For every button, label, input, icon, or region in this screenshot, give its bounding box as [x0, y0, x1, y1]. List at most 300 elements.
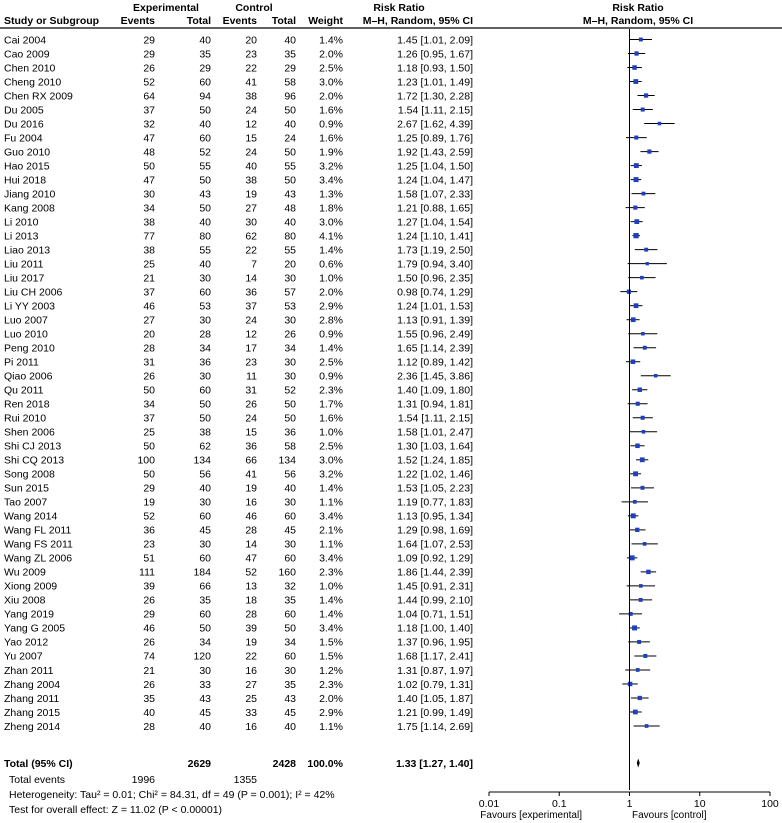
table-row	[4, 399, 473, 411]
ci-text: 1.21 [0.88, 1.65]	[397, 202, 473, 215]
study-name: Xiong 2009	[4, 580, 58, 593]
exp-total: 60	[199, 608, 211, 621]
ctl-events: 30	[245, 216, 257, 229]
ctl-total: 30	[284, 538, 296, 551]
x-tick-label: 100	[761, 798, 779, 810]
header-weight: Weight	[308, 15, 343, 27]
table-row	[4, 132, 473, 144]
total-exp-total: 2629	[187, 758, 211, 770]
ctl-events: 33	[245, 706, 257, 719]
ctl-total: 30	[284, 356, 296, 369]
ctl-total: 34	[284, 636, 296, 649]
ctl-total: 50	[284, 412, 296, 425]
effect-square	[633, 500, 637, 504]
exp-total: 43	[199, 188, 211, 201]
effect-square	[632, 625, 637, 630]
exp-events: 21	[143, 272, 155, 285]
table-row	[4, 553, 473, 565]
weight: 0.6%	[319, 258, 343, 271]
effect-square	[639, 584, 643, 588]
exp-events: 26	[143, 370, 155, 383]
ctl-total: 43	[284, 692, 296, 705]
weight: 2.9%	[319, 706, 343, 719]
ctl-total: 134	[278, 454, 296, 467]
ctl-total: 30	[284, 664, 296, 677]
ctl-events: 39	[245, 622, 257, 635]
ctl-total: 40	[284, 482, 296, 495]
ctl-events: 27	[245, 202, 257, 215]
table-row	[4, 216, 473, 228]
ci-text: 1.31 [0.87, 1.97]	[397, 664, 473, 677]
exp-total: 40	[199, 118, 211, 131]
header-plot-method: M–H, Random, 95% CI	[582, 15, 694, 27]
ctl-events: 66	[245, 454, 257, 467]
ci-text: 1.53 [1.05, 2.23]	[397, 482, 473, 495]
exp-events: 48	[143, 146, 155, 159]
exp-events: 36	[143, 524, 155, 537]
study-name: Zhang 2004	[4, 678, 61, 691]
exp-total: 66	[199, 580, 211, 593]
exp-total: 36	[199, 356, 211, 369]
study-name: Cao 2009	[4, 48, 50, 61]
ctl-total: 50	[284, 146, 296, 159]
exp-events: 51	[143, 552, 155, 565]
ci-text: 1.55 [0.96, 2.49]	[397, 328, 473, 341]
weight: 3.0%	[319, 76, 343, 89]
ci-text: 1.58 [1.01, 2.47]	[397, 426, 473, 439]
exp-events: 21	[143, 664, 155, 677]
table-row	[4, 665, 473, 677]
table-row	[4, 483, 473, 495]
ctl-total: 43	[284, 188, 296, 201]
ctl-total: 60	[284, 608, 296, 621]
exp-events: 29	[143, 34, 155, 47]
exp-events: 100	[137, 454, 155, 467]
exp-total: 38	[199, 426, 211, 439]
ci-text: 1.13 [0.91, 1.39]	[397, 314, 473, 327]
exp-events: 35	[143, 692, 155, 705]
ctl-events: 38	[245, 174, 257, 187]
exp-events: 34	[143, 398, 155, 411]
table-row	[4, 469, 473, 481]
ci-text: 1.21 [0.99, 1.49]	[397, 706, 473, 719]
weight: 0.9%	[319, 370, 343, 383]
exp-total: 28	[199, 328, 211, 341]
effect-square	[630, 555, 635, 560]
effect-square	[633, 471, 638, 476]
weight: 3.4%	[319, 510, 343, 523]
study-name: Li 2013	[4, 230, 39, 243]
exp-events: 46	[143, 622, 155, 635]
effect-square	[638, 696, 642, 700]
exp-total: 30	[199, 370, 211, 383]
ctl-total: 40	[284, 34, 296, 47]
study-name: Wang FL 2011	[4, 524, 72, 537]
exp-total: 55	[199, 244, 211, 257]
ctl-events: 31	[245, 384, 257, 397]
table-row	[4, 244, 473, 256]
ctl-events: 23	[245, 356, 257, 369]
header-ctl-total: Total	[271, 15, 296, 27]
study-name: Luo 2007	[4, 314, 48, 327]
exp-events: 27	[143, 314, 155, 327]
weight: 3.0%	[319, 454, 343, 467]
ci-text: 1.79 [0.94, 3.40]	[397, 258, 473, 271]
exp-total: 40	[199, 34, 211, 47]
total-events-exp: 1996	[131, 774, 155, 786]
study-name: Chen 2010	[4, 62, 56, 75]
ctl-events: 14	[245, 272, 257, 285]
table-row	[4, 511, 473, 523]
table-row	[4, 202, 473, 214]
table-row	[4, 609, 473, 621]
ctl-events: 19	[245, 636, 257, 649]
weight: 2.3%	[319, 384, 343, 397]
weight: 1.8%	[319, 202, 343, 215]
ctl-total: 35	[284, 594, 296, 607]
table-row	[4, 118, 473, 130]
exp-total: 184	[193, 566, 211, 579]
ctl-events: 40	[245, 160, 257, 173]
exp-total: 50	[199, 398, 211, 411]
effect-square	[644, 93, 648, 97]
study-name: Zheng 2014	[4, 720, 61, 733]
pooled-diamond	[637, 759, 640, 768]
header-ctl-events: Events	[222, 15, 257, 27]
table-row	[4, 651, 473, 663]
ci-text: 1.26 [0.95, 1.67]	[397, 48, 473, 61]
study-name: Chen RX 2009	[4, 90, 73, 103]
weight: 3.0%	[319, 216, 343, 229]
exp-events: 29	[143, 48, 155, 61]
ci-text: 1.45 [0.91, 2.31]	[397, 580, 473, 593]
study-name: Yao 2012	[4, 636, 49, 649]
effect-square	[639, 598, 643, 602]
effect-square	[631, 317, 636, 322]
favours-experimental-label: Favours [experimental]	[480, 810, 582, 821]
table-row	[4, 567, 473, 579]
weight: 2.3%	[319, 566, 343, 579]
effect-square	[638, 388, 642, 392]
ctl-total: 30	[284, 370, 296, 383]
ctl-events: 62	[245, 230, 257, 243]
weight: 1.9%	[319, 146, 343, 159]
effect-square	[627, 290, 631, 294]
effect-square	[637, 640, 641, 644]
weight: 0.9%	[319, 328, 343, 341]
effect-square	[646, 570, 650, 574]
study-name: Shi CQ 2013	[4, 454, 65, 467]
table-row	[4, 385, 473, 397]
table-row	[4, 62, 473, 74]
study-name: Cheng 2010	[4, 76, 62, 89]
effect-square	[633, 79, 638, 84]
exp-events: 74	[143, 650, 155, 663]
ctl-events: 14	[245, 538, 257, 551]
study-name: Liu CH 2006	[4, 286, 63, 299]
weight: 2.8%	[319, 314, 343, 327]
exp-events: 47	[143, 174, 155, 187]
x-tick-label: 0.1	[551, 798, 567, 810]
ctl-events: 15	[245, 132, 257, 145]
exp-events: 37	[143, 104, 155, 117]
exp-total: 45	[199, 524, 211, 537]
exp-events: 77	[143, 230, 155, 243]
ci-text: 1.12 [0.89, 1.42]	[397, 356, 473, 369]
ctl-total: 58	[284, 440, 296, 453]
ctl-events: 27	[245, 678, 257, 691]
ci-text: 1.31 [0.94, 1.81]	[397, 398, 473, 411]
study-name: Wu 2009	[4, 566, 46, 579]
effect-square	[634, 51, 638, 55]
exp-events: 46	[143, 300, 155, 313]
study-name: Song 2008	[4, 468, 55, 481]
ci-text: 1.40 [1.05, 1.87]	[397, 692, 473, 705]
exp-events: 30	[143, 188, 155, 201]
table-row	[4, 371, 473, 383]
ctl-events: 19	[245, 188, 257, 201]
effect-square	[631, 513, 636, 518]
ctl-events: 41	[245, 468, 257, 481]
study-name: Cai 2004	[4, 34, 47, 47]
study-name: Wang FS 2011	[4, 538, 73, 551]
ci-text: 2.36 [1.45, 3.86]	[397, 370, 473, 383]
study-name: Fu 2004	[4, 132, 43, 145]
exp-events: 50	[143, 384, 155, 397]
study-name: Yang 2019	[4, 608, 55, 621]
ctl-total: 30	[284, 314, 296, 327]
favours-control-label: Favours [control]	[632, 810, 707, 821]
table-row	[4, 581, 473, 593]
ctl-total: 50	[284, 174, 296, 187]
table-row	[4, 48, 473, 60]
weight: 1.0%	[319, 272, 343, 285]
ctl-total: 32	[284, 580, 296, 593]
forest-marks	[619, 29, 675, 790]
exp-events: 37	[143, 286, 155, 299]
heterogeneity-text: Heterogeneity: Tau² = 0.01; Chi² = 84.31, df = 49 (P = 0.001); I² = 42%	[9, 789, 335, 801]
exp-total: 60	[199, 76, 211, 89]
ci-text: 1.92 [1.43, 2.59]	[397, 146, 473, 159]
ctl-total: 34	[284, 342, 296, 355]
exp-total: 53	[199, 300, 211, 313]
ctl-total: 57	[284, 286, 296, 299]
exp-events: 111	[139, 566, 155, 579]
ci-text: 1.25 [0.89, 1.76]	[397, 132, 473, 145]
effect-square	[639, 38, 643, 42]
ci-text: 1.24 [1.10, 1.41]	[397, 230, 473, 243]
table-row	[4, 34, 473, 46]
effect-square	[635, 444, 640, 449]
weight: 2.0%	[319, 692, 343, 705]
ci-text: 0.98 [0.74, 1.29]	[397, 286, 473, 299]
ctl-total: 60	[284, 510, 296, 523]
total-weight: 100.0%	[307, 758, 343, 770]
ci-text: 1.19 [0.77, 1.83]	[397, 496, 473, 509]
table-row	[4, 721, 473, 733]
ci-text: 1.22 [1.02, 1.46]	[397, 468, 473, 481]
exp-total: 55	[199, 160, 211, 173]
exp-total: 134	[193, 454, 211, 467]
weight: 1.7%	[319, 398, 343, 411]
weight: 1.4%	[319, 244, 343, 257]
ctl-events: 24	[245, 146, 257, 159]
effect-square	[641, 416, 645, 420]
effect-square	[647, 149, 651, 153]
ci-text: 1.24 [1.04, 1.47]	[397, 174, 473, 187]
effect-square	[641, 108, 645, 112]
exp-events: 26	[143, 636, 155, 649]
ci-text: 1.40 [1.09, 1.80]	[397, 384, 473, 397]
exp-total: 45	[199, 706, 211, 719]
ci-text: 1.45 [1.01, 2.09]	[397, 34, 473, 47]
exp-total: 50	[199, 412, 211, 425]
ctl-events: 25	[245, 692, 257, 705]
weight: 1.4%	[319, 482, 343, 495]
study-name: Yu 2007	[4, 650, 43, 663]
exp-total: 62	[199, 440, 211, 453]
study-name: Xiu 2008	[4, 594, 46, 607]
study-name: Pi 2011	[4, 356, 39, 369]
effect-square	[640, 276, 644, 280]
ctl-total: 160	[278, 566, 296, 579]
effect-square	[645, 724, 649, 728]
study-name: Zhang 2011	[4, 692, 60, 705]
ctl-events: 13	[245, 580, 257, 593]
table-row	[4, 329, 473, 341]
effect-square	[632, 65, 637, 70]
weight: 2.5%	[319, 356, 343, 369]
ci-text: 1.44 [0.99, 2.10]	[397, 594, 473, 607]
ctl-total: 30	[284, 272, 296, 285]
ctl-events: 18	[245, 594, 257, 607]
exp-total: 120	[193, 650, 211, 663]
exp-events: 29	[143, 482, 155, 495]
table-row	[4, 300, 473, 312]
ctl-events: 37	[245, 300, 257, 313]
weight: 1.1%	[319, 720, 343, 733]
weight: 1.5%	[319, 650, 343, 663]
table-row	[4, 315, 473, 327]
weight: 1.6%	[319, 132, 343, 145]
ctl-total: 60	[284, 650, 296, 663]
ci-text: 1.58 [1.07, 2.33]	[397, 188, 473, 201]
ctl-events: 24	[245, 104, 257, 117]
exp-total: 33	[199, 678, 211, 691]
effect-square	[633, 710, 638, 715]
exp-total: 30	[199, 538, 211, 551]
header-exp-events: Events	[120, 15, 155, 27]
ci-text: 1.68 [1.17, 2.41]	[397, 650, 473, 663]
study-name: Rui 2010	[4, 412, 47, 425]
ci-text: 1.09 [0.92, 1.29]	[397, 552, 473, 565]
table-row	[4, 539, 473, 551]
weight: 3.2%	[319, 468, 343, 481]
weight: 1.1%	[319, 538, 343, 551]
ctl-events: 26	[245, 398, 257, 411]
effect-square	[646, 262, 649, 265]
table-row	[4, 258, 473, 270]
effect-square	[634, 303, 639, 308]
ci-text: 1.50 [0.96, 2.35]	[397, 272, 473, 285]
ci-text: 1.18 [1.00, 1.40]	[397, 622, 473, 635]
ctl-events: 15	[245, 426, 257, 439]
table-row	[4, 707, 473, 719]
effect-square	[643, 346, 647, 350]
weight: 2.9%	[319, 300, 343, 313]
table-row	[4, 441, 473, 453]
exp-events: 50	[143, 160, 155, 173]
weight: 3.2%	[319, 160, 343, 173]
header-plot-risk-ratio: Risk Ratio	[612, 2, 664, 14]
ci-text: 1.18 [0.93, 1.50]	[397, 62, 473, 75]
ctl-events: 20	[245, 34, 257, 47]
ctl-total: 35	[284, 48, 296, 61]
study-name: Zhan 2011	[4, 664, 54, 677]
weight: 2.3%	[319, 678, 343, 691]
exp-events: 32	[143, 118, 155, 131]
ctl-events: 38	[245, 90, 257, 103]
ctl-total: 80	[284, 230, 296, 243]
effect-square	[634, 219, 639, 224]
study-name: Yang G 2005	[4, 622, 66, 635]
ci-text: 1.75 [1.14, 2.69]	[397, 720, 473, 733]
weight: 3.4%	[319, 174, 343, 187]
effect-square	[641, 486, 645, 490]
ctl-total: 48	[284, 202, 296, 215]
effect-square	[642, 192, 646, 196]
ci-text: 1.64 [1.07, 2.53]	[397, 538, 473, 551]
ctl-total: 50	[284, 398, 296, 411]
study-name: Luo 2010	[4, 328, 48, 341]
exp-events: 52	[143, 510, 155, 523]
effect-square	[643, 654, 647, 658]
ctl-events: 36	[245, 440, 257, 453]
ci-text: 1.65 [1.14, 2.39]	[397, 342, 473, 355]
ci-text: 1.72 [1.30, 2.28]	[397, 90, 473, 103]
weight: 2.5%	[319, 440, 343, 453]
ctl-total: 50	[284, 104, 296, 117]
exp-total: 80	[199, 230, 211, 243]
exp-total: 52	[199, 146, 211, 159]
exp-total: 50	[199, 174, 211, 187]
table-row	[4, 693, 473, 705]
exp-events: 38	[143, 216, 155, 229]
study-name: Peng 2010	[4, 342, 55, 355]
effect-square	[635, 528, 639, 532]
effect-square	[636, 668, 640, 672]
weight: 3.4%	[319, 552, 343, 565]
header-exp-total: Total	[186, 15, 211, 27]
ctl-events: 24	[245, 412, 257, 425]
study-name: Kang 2008	[4, 202, 55, 215]
exp-total: 60	[199, 510, 211, 523]
exp-events: 25	[143, 258, 155, 271]
ctl-total: 35	[284, 678, 296, 691]
ci-text: 1.13 [0.95, 1.34]	[397, 510, 473, 523]
header-risk-ratio: Risk Ratio	[373, 2, 425, 14]
effect-square	[634, 163, 639, 168]
ctl-total: 36	[284, 426, 296, 439]
table-row	[4, 427, 473, 439]
table-row	[4, 623, 473, 635]
header-experimental: Experimental	[133, 2, 199, 14]
weight: 1.1%	[319, 496, 343, 509]
ci-text: 1.54 [1.11, 2.15]	[397, 412, 473, 425]
ctl-total: 53	[284, 300, 296, 313]
ctl-total: 40	[284, 216, 296, 229]
ctl-events: 23	[245, 48, 257, 61]
